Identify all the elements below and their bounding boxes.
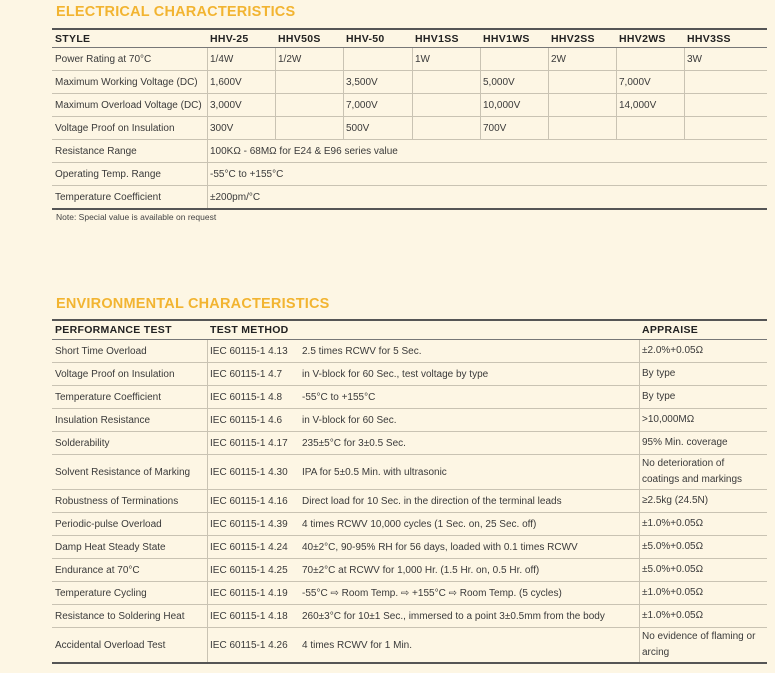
column-divider (207, 432, 208, 454)
environmental-row (52, 628, 767, 664)
test-standard: IEC 60115-1 4.25 (210, 564, 288, 576)
column-divider (480, 117, 481, 139)
value-cell: 700V (483, 122, 507, 134)
test-standard: IEC 60115-1 4.7 (210, 368, 283, 380)
environmental-row (52, 409, 767, 432)
test-standard: IEC 60115-1 4.8 (210, 391, 283, 403)
test-standard: IEC 60115-1 4.30 (210, 466, 288, 478)
column-divider (207, 559, 208, 581)
test-method: Direct load for 10 Sec. in the direction of the terminal leads (302, 495, 562, 507)
environmental-row (52, 455, 767, 490)
test-standard: IEC 60115-1 4.16 (210, 495, 288, 507)
row-label: Temperature Coefficient (55, 191, 161, 203)
column-divider (548, 48, 549, 70)
column-divider (639, 582, 640, 604)
performance-test: Temperature Coefficient (55, 391, 161, 403)
column-divider (684, 117, 685, 139)
environmental-row (52, 363, 767, 386)
column-divider (684, 94, 685, 116)
column-divider (275, 48, 276, 70)
performance-test: Solderability (55, 437, 110, 449)
test-method: -55°C ⇨ Room Temp. ⇨ +155°C ⇨ Room Temp. (5 cycles) (302, 587, 562, 599)
column-divider (639, 409, 640, 431)
column-divider (207, 513, 208, 535)
performance-test: Resistance to Soldering Heat (55, 610, 185, 622)
test-standard: IEC 60115-1 4.26 (210, 639, 288, 651)
performance-test-header: PERFORMANCE TEST (55, 324, 172, 336)
row-label: Maximum Working Voltage (DC) (55, 76, 198, 88)
column-divider (548, 117, 549, 139)
test-standard: IEC 60115-1 4.6 (210, 414, 283, 426)
model-column-header: HHV-25 (210, 32, 249, 45)
value-cell: 10,000V (483, 99, 521, 111)
electrical-header-row (52, 28, 767, 48)
test-method-header: TEST METHOD (210, 324, 289, 336)
appraise-value: ±1.0%+0.05Ω (642, 610, 704, 621)
environmental-row (52, 559, 767, 582)
test-method: 235±5°C for 3±0.5 Sec. (302, 437, 406, 449)
electrical-section-title: ELECTRICAL CHARACTERISTICS (56, 4, 296, 20)
column-divider (684, 48, 685, 70)
value-cell: 1,600V (210, 76, 242, 88)
column-divider (616, 94, 617, 116)
spanning-value: -55°C to +155°C (210, 168, 284, 180)
performance-test: Temperature Cycling (55, 587, 147, 599)
style-column-header: STYLE (55, 32, 91, 45)
model-column-header: HHV1WS (483, 32, 530, 45)
column-divider (412, 71, 413, 93)
environmental-row (52, 432, 767, 455)
column-divider (207, 363, 208, 385)
appraise-value: ±1.0%+0.05Ω (642, 518, 704, 529)
row-label: Maximum Overload Voltage (DC) (55, 99, 202, 111)
column-divider (207, 582, 208, 604)
model-column-header: HHV50S (278, 32, 321, 45)
column-divider (639, 490, 640, 512)
appraise-value: 95% Min. coverage (642, 437, 728, 448)
environmental-row (52, 605, 767, 628)
appraise-value: >10,000MΩ (642, 414, 695, 425)
appraise-value: ±1.0%+0.05Ω (642, 587, 704, 598)
spanning-value: ±200pm/°C (210, 191, 261, 203)
column-divider (412, 94, 413, 116)
appraise-value: ±5.0%+0.05Ω (642, 541, 704, 552)
column-divider (639, 628, 640, 662)
appraise-value: ±5.0%+0.05Ω (642, 564, 704, 575)
environmental-header-row (52, 319, 767, 340)
electrical-row (52, 186, 767, 210)
column-divider (548, 94, 549, 116)
test-method: in V-block for 60 Sec., test voltage by type (302, 368, 489, 380)
column-divider (275, 94, 276, 116)
value-cell: 500V (346, 122, 370, 134)
appraise-header: APPRAISE (642, 324, 699, 336)
appraise-value: By type (642, 368, 676, 379)
row-label: Voltage Proof on Insulation (55, 122, 175, 134)
test-standard: IEC 60115-1 4.13 (210, 345, 288, 357)
value-cell: 14,000V (619, 99, 657, 111)
environmental-row (52, 536, 767, 559)
test-method: 260±3°C for 10±1 Sec., immersed to a point 3±0.5mm from the body (302, 610, 605, 622)
column-divider (480, 94, 481, 116)
electrical-note: Note: Special value is available on request (56, 212, 217, 222)
column-divider (207, 605, 208, 627)
electrical-row (52, 71, 767, 94)
electrical-row (52, 48, 767, 71)
row-label: Power Rating at 70°C (55, 53, 152, 65)
column-divider (639, 513, 640, 535)
value-cell: 300V (210, 122, 234, 134)
environmental-row (52, 386, 767, 409)
electrical-row (52, 117, 767, 140)
test-method: 40±2°C, 90-95% RH for 56 days, loaded with 0.1 times RCWV (302, 541, 578, 553)
column-divider (480, 71, 481, 93)
column-divider (207, 340, 208, 362)
column-divider (207, 536, 208, 558)
column-divider (639, 432, 640, 454)
electrical-row (52, 163, 767, 186)
column-divider (207, 386, 208, 408)
column-divider (480, 48, 481, 70)
test-method: in V-block for 60 Sec. (302, 414, 397, 426)
value-cell: 7,000V (346, 99, 378, 111)
column-divider (275, 117, 276, 139)
column-divider (207, 490, 208, 512)
value-cell: 1/4W (210, 53, 234, 65)
value-cell: 2W (551, 53, 566, 65)
test-standard: IEC 60115-1 4.24 (210, 541, 288, 553)
column-divider (275, 71, 276, 93)
test-standard: IEC 60115-1 4.39 (210, 518, 288, 530)
column-divider (616, 71, 617, 93)
column-divider (616, 117, 617, 139)
performance-test: Periodic-pulse Overload (55, 518, 162, 530)
value-cell: 3W (687, 53, 702, 65)
performance-test: Damp Heat Steady State (55, 541, 166, 553)
column-divider (639, 363, 640, 385)
appraise-value: ±2.0%+0.05Ω (642, 345, 704, 356)
column-divider (343, 117, 344, 139)
model-column-header: HHV2WS (619, 32, 666, 45)
value-cell: 1W (415, 53, 430, 65)
spanning-value: 100KΩ - 68MΩ for E24 & E96 series value (210, 145, 398, 157)
performance-test: Accidental Overload Test (55, 639, 166, 651)
environmental-row (52, 340, 767, 363)
row-label: Resistance Range (55, 145, 137, 157)
column-divider (343, 48, 344, 70)
column-divider (207, 628, 208, 662)
value-cell: 3,500V (346, 76, 378, 88)
column-divider (343, 94, 344, 116)
value-cell: 5,000V (483, 76, 515, 88)
column-divider (207, 94, 208, 116)
column-divider (616, 48, 617, 70)
appraise-value: No deterioration of coatings and markings (642, 458, 743, 485)
test-standard: IEC 60115-1 4.18 (210, 610, 288, 622)
test-method: 4 times RCWV 10,000 cycles (1 Sec. on, 25 Sec. off) (302, 518, 537, 530)
column-divider (207, 140, 208, 162)
test-standard: IEC 60115-1 4.19 (210, 587, 288, 599)
test-method: 70±2°C at RCWV for 1,000 Hr. (1.5 Hr. on, 0.5 Hr. off) (302, 564, 540, 576)
model-column-header: HHV3SS (687, 32, 731, 45)
performance-test: Robustness of Terminations (55, 495, 179, 507)
test-method: 4 times RCWV for 1 Min. (302, 639, 413, 651)
column-divider (412, 48, 413, 70)
column-divider (412, 117, 413, 139)
value-cell: 3,000V (210, 99, 242, 111)
performance-test: Endurance at 70°C (55, 564, 140, 576)
column-divider (207, 163, 208, 185)
value-cell: 1/2W (278, 53, 302, 65)
environmental-section-title: ENVIRONMENTAL CHARACTERISTICS (56, 296, 330, 312)
row-label: Operating Temp. Range (55, 168, 161, 180)
test-method: 2.5 times RCWV for 5 Sec. (302, 345, 422, 357)
value-cell: 7,000V (619, 76, 651, 88)
column-divider (639, 536, 640, 558)
column-divider (639, 605, 640, 627)
performance-test: Short Time Overload (55, 345, 147, 357)
column-divider (639, 455, 640, 489)
column-divider (639, 559, 640, 581)
column-divider (207, 117, 208, 139)
appraise-value: ≥2.5kg (24.5N) (642, 495, 709, 506)
model-column-header: HHV-50 (346, 32, 385, 45)
environmental-row (52, 490, 767, 513)
performance-test: Solvent Resistance of Marking (55, 466, 191, 478)
test-method: -55°C to +155°C (302, 391, 376, 403)
column-divider (207, 409, 208, 431)
appraise-value: By type (642, 391, 676, 402)
column-divider (548, 71, 549, 93)
environmental-row (52, 582, 767, 605)
test-standard: IEC 60115-1 4.17 (210, 437, 288, 449)
column-divider (207, 186, 208, 208)
model-column-header: HHV1SS (415, 32, 459, 45)
environmental-table (52, 319, 767, 664)
electrical-row (52, 94, 767, 117)
column-divider (343, 71, 344, 93)
model-column-header: HHV2SS (551, 32, 595, 45)
appraise-value: No evidence of flaming or arcing (642, 631, 756, 658)
environmental-row (52, 513, 767, 536)
column-divider (207, 455, 208, 489)
column-divider (207, 48, 208, 70)
performance-test: Insulation Resistance (55, 414, 151, 426)
performance-test: Voltage Proof on Insulation (55, 368, 175, 380)
column-divider (639, 340, 640, 362)
test-method: IPA for 5±0.5 Min. with ultrasonic (302, 466, 447, 478)
column-divider (639, 386, 640, 408)
column-divider (207, 71, 208, 93)
column-divider (684, 71, 685, 93)
electrical-row (52, 140, 767, 163)
electrical-table (52, 28, 767, 210)
